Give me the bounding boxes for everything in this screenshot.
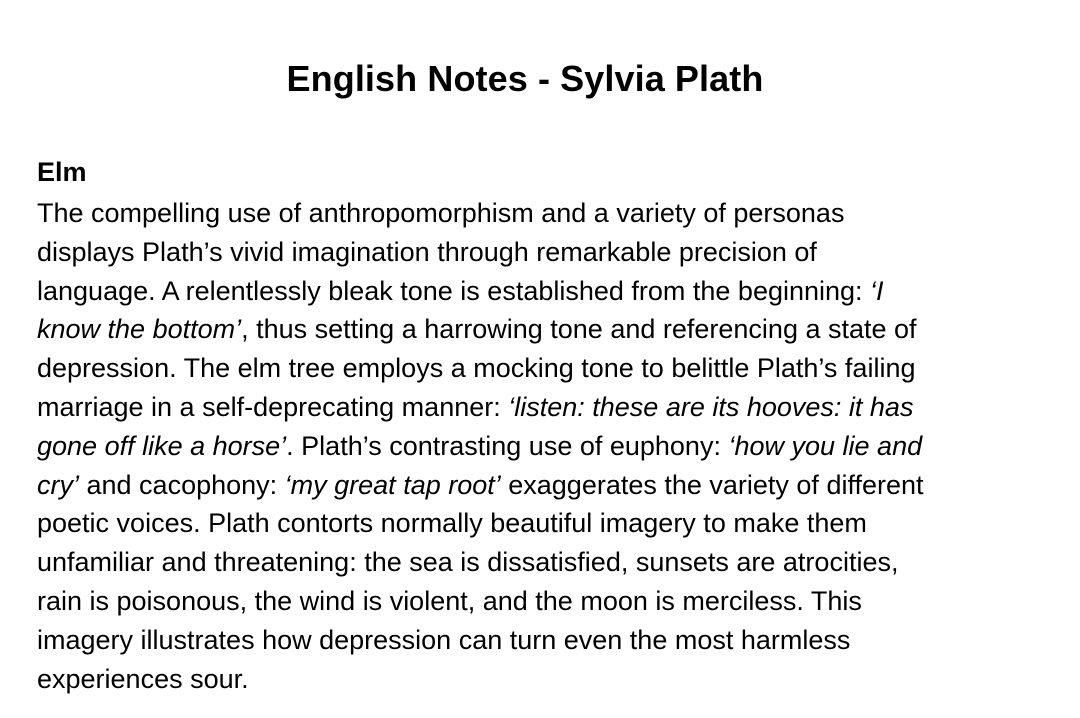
body-line [37,272,1037,311]
body-text-segment: experiences sour. [37,663,249,694]
body-line [37,660,1037,699]
body-line [37,194,1037,233]
body-text-segment: marriage in a self-deprecating manner: [37,391,509,422]
body-text-segment: . Plath’s contrasting use of euphony: [286,430,729,461]
body-line [37,388,1037,427]
quoted-text: ‘how you lie and [728,430,923,461]
body-text-segment: displays Plath’s vivid imagination through remarkable precision of [37,236,817,267]
quoted-text: ‘I [870,275,884,306]
body-text-segment: depression. The elm tree employs a mocking tone to belittle Plath’s failing [37,353,916,384]
body-line [37,466,1037,505]
body-line [37,621,1037,660]
quoted-text: ‘my great tap root’ [284,469,501,500]
body-line [37,233,1037,272]
body-text-segment: exaggerates the variety of different [500,469,924,500]
body-text-segment: imagery illustrates how depression can turn even the most harmless [37,624,851,655]
quoted-text: know the bottom’ [37,314,242,345]
section-body [37,194,1037,698]
body-text-segment: poetic voices. Plath contorts normally beautiful imagery to make them [37,508,867,539]
body-line [37,310,1037,349]
document-title: English Notes - Sylvia Plath [286,58,764,99]
body-line [37,349,1037,388]
section-heading: Elm [37,157,87,187]
body-line [37,582,1037,621]
body-text-segment: unfamiliar and threatening: the sea is dissatisfied, sunsets are atrocities, [37,547,899,578]
body-line [37,427,1037,466]
body-text-segment: rain is poisonous, the wind is violent, and the moon is merciless. This [37,585,862,616]
body-text-segment: , thus setting a harrowing tone and referencing a state of [241,314,917,345]
quoted-text: cry’ [37,469,79,500]
quoted-text: ‘listen: these are its hooves: it has [508,391,914,422]
body-text-segment: and cacophony: [79,469,285,500]
body-text-segment: The compelling use of anthropomorphism and a variety of personas [37,198,845,228]
body-line [37,543,1037,582]
body-text-segment: language. A relentlessly bleak tone is established from the beginning: [37,275,871,306]
quoted-text: gone off like a horse’ [37,430,287,461]
body-line [37,504,1037,543]
